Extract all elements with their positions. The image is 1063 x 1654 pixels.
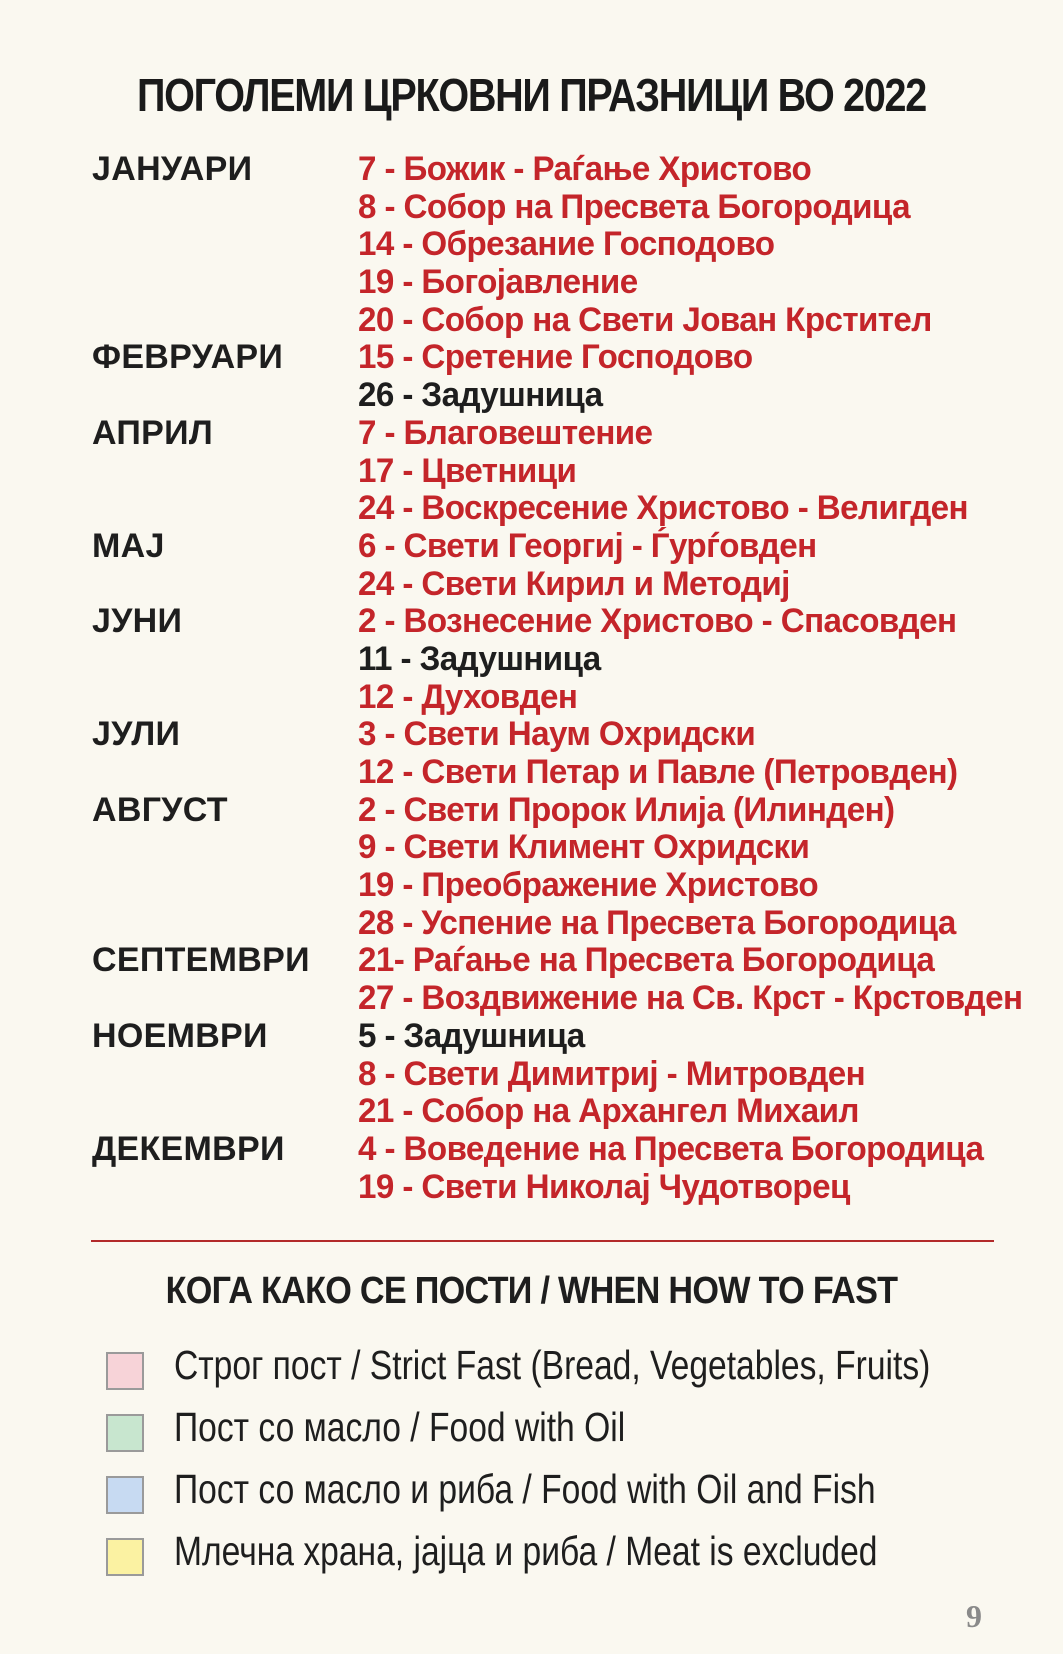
month-label: ЈУЛИ [92,715,181,754]
calendar-row [0,1055,1063,1093]
fasting-title: КОГА КАКО СЕ ПОСТИ / WHEN HOW TO FAST [165,1270,898,1312]
calendar-row [0,979,1063,1017]
calendar-row [0,1017,1063,1055]
month-label: ЈУНИ [92,602,183,641]
holiday-entry: 9 - Свети Климент Охридски [358,828,810,867]
color-swatch [106,1538,144,1576]
calendar-row [0,188,1063,226]
month-label: АВГУСТ [92,790,228,829]
holiday-entry: 2 - Вознесение Христово - Спасовден [358,602,957,641]
calendar-row [0,338,1063,376]
calendar-row [0,602,1063,640]
month-label: АПРИЛ [92,413,214,452]
holiday-entry: 15 - Сретение Господово [358,338,753,377]
holiday-entry: 7 - Благовештение [358,413,653,452]
holiday-entry: 19 - Свети Николај Чудотворец [358,1167,850,1206]
holiday-entry: 24 - Воскресение Христово - Велигден [358,489,968,528]
page-number: 9 [966,1598,982,1634]
calendar-row [0,715,1063,753]
calendar-row [0,941,1063,979]
color-swatch [106,1476,144,1514]
legend-label: Млечна храна, јајца и риба / Meat is excluded [174,1528,878,1574]
month-label: СЕПТЕМВРИ [92,941,310,980]
month-label: МАЈ [92,526,165,565]
holiday-entry: 2 - Свети Пророк Илија (Илинден) [358,790,895,829]
legend-label: Строг пост / Strict Fast (Bread, Vegetables, Fruits) [174,1342,931,1388]
calendar-row [0,376,1063,414]
holiday-entry: 20 - Собор на Свети Јован Крстител [358,300,932,339]
holiday-entry: 24 - Свети Кирил и Методиј [358,564,790,603]
calendar-row [0,1092,1063,1130]
holiday-entry: 12 - Свети Петар и Павле (Петровден) [358,753,958,791]
month-label: НОЕМВРИ [92,1016,268,1055]
calendar-row [0,866,1063,904]
calendar-row [0,489,1063,527]
calendar-row [0,753,1063,791]
holiday-entry: 21 - Собор на Архангел Михаил [358,1092,859,1131]
calendar-row [0,301,1063,339]
holiday-entry: 3 - Свети Наум Охридски [358,715,756,754]
calendar-row [0,791,1063,829]
calendar-row [0,452,1063,490]
holiday-calendar [0,150,1063,1205]
month-label: ДЕКЕМВРИ [92,1129,285,1168]
holiday-entry: 8 - Собор на Пресвета Богородица [358,187,910,226]
holiday-entry: 21- Раѓање на Пресвета Богородица [358,941,935,980]
calendar-row [0,1130,1063,1168]
calendar-row [0,414,1063,452]
calendar-row [0,565,1063,603]
holiday-entry: 19 - Преображение Христово [358,866,819,905]
calendar-row [0,1168,1063,1206]
page-title: ПОГОЛЕМИ ЦРКОВНИ ПРАЗНИЦИ ВО 2022 [137,69,926,121]
calendar-row [0,263,1063,301]
holiday-entry: 28 - Успение на Пресвета Богородица [358,903,956,942]
holiday-entry: 19 - Богојавление [358,263,638,302]
legend-label: Пост со масло и риба / Food with Oil and Fish [174,1466,876,1512]
holiday-entry: 4 - Воведение на Пресвета Богородица [358,1129,984,1168]
calendar-row [0,904,1063,942]
calendar-row [0,678,1063,716]
holiday-entry: 5 - Задушница [358,1016,585,1055]
holiday-entry: 27 - Воздвижение на Св. Крст - Крстовден [358,979,1023,1018]
month-label: ЈАНУАРИ [92,150,253,188]
calendar-row [0,640,1063,678]
section-divider [91,1240,994,1242]
color-swatch [106,1414,144,1452]
holiday-entry: 14 - Обрезание Господово [358,225,775,264]
month-label: ФЕВРУАРИ [92,338,284,377]
holiday-entry: 11 - Задушница [358,639,601,678]
holiday-entry: 8 - Свети Димитриј - Митровден [358,1054,866,1093]
holiday-entry: 17 - Цветници [358,451,577,490]
calendar-row [0,150,1063,188]
calendar-row [0,527,1063,565]
calendar-row [0,225,1063,263]
holiday-entry: 6 - Свети Георгиј - Ѓурѓовден [358,526,817,565]
legend-label: Пост со масло / Food with Oil [174,1404,626,1450]
holiday-entry: 26 - Задушница [358,376,603,415]
holiday-entry: 7 - Божик - Раѓање Христово [358,150,812,188]
color-swatch [106,1352,144,1390]
holiday-entry: 12 - Духовден [358,677,578,716]
calendar-row [0,828,1063,866]
